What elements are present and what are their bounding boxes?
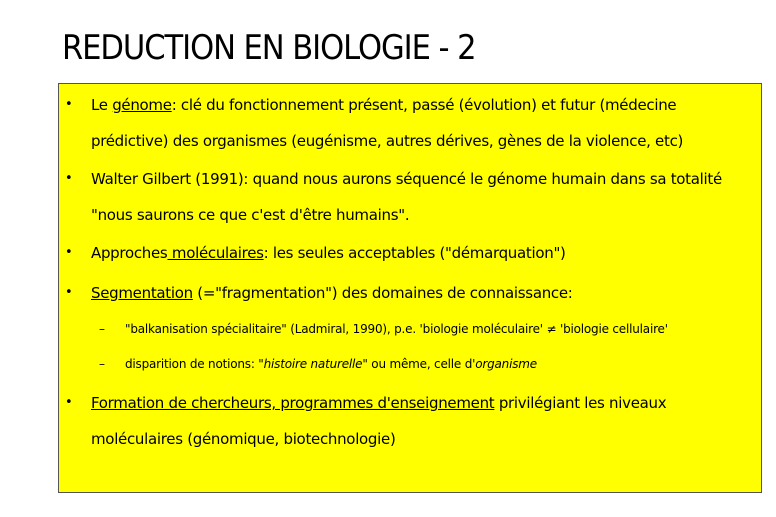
sub-list-item-text: "balkanisation spécialitaire" (Ladmiral, 1990), p.e. 'biologie moléculaire' ≠ 'biologie cellulaire' bbox=[125, 322, 668, 336]
bullet-icon: • bbox=[65, 285, 73, 300]
underlined-term: Formation de chercheurs, programmes d'enseignement bbox=[91, 394, 495, 412]
list-item-text: Le génome: clé du fonctionnement présent, passé (évolution) et futur (médecine bbox=[91, 96, 677, 114]
list-item-text-continued: moléculaires (génomique, biotechnologie) bbox=[91, 430, 396, 448]
bullet-icon: • bbox=[65, 171, 73, 186]
dash-icon: – bbox=[99, 322, 105, 336]
underlined-term: génome bbox=[112, 96, 172, 114]
content-box bbox=[58, 83, 762, 493]
not-equal-icon: ≠ bbox=[546, 322, 557, 336]
bullet-icon: • bbox=[65, 245, 73, 260]
sub-list-item-text: disparition de notions: "histoire naturelle" ou même, celle d'organisme bbox=[125, 357, 537, 371]
list-item-text-continued: prédictive) des organismes (eugénisme, autres dérives, gènes de la violence, etc) bbox=[91, 132, 684, 150]
list-item-text-continued: "nous saurons ce que c'est d'être humains". bbox=[91, 206, 410, 224]
list-item-text: Approches moléculaires: les seules acceptables ("démarquation") bbox=[91, 244, 566, 262]
underlined-term: Segmentation bbox=[91, 284, 193, 302]
list-item-text: Formation de chercheurs, programmes d'enseignement privilégiant les niveaux bbox=[91, 394, 667, 412]
bullet-icon: • bbox=[65, 97, 73, 112]
bullet-icon: • bbox=[65, 395, 73, 410]
dash-icon: – bbox=[99, 357, 105, 371]
list-item-text: Segmentation (="fragmentation") des domaines de connaissance: bbox=[91, 284, 573, 302]
underlined-term: moléculaires bbox=[167, 244, 264, 262]
page-title: REDUCTION EN BIOLOGIE - 2 bbox=[62, 28, 476, 68]
list-item-text: Walter Gilbert (1991): quand nous aurons séquencé le génome humain dans sa totalité bbox=[91, 170, 722, 188]
